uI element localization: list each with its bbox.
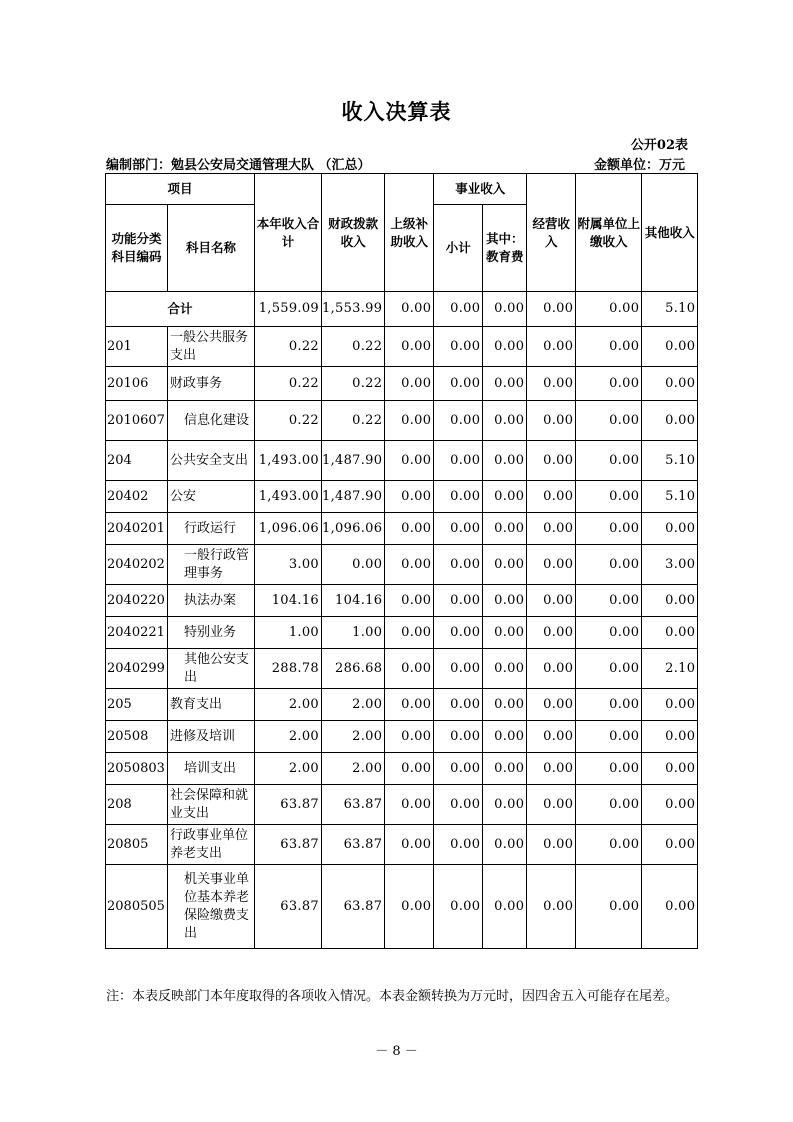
- table-row: [106, 721, 698, 753]
- row-code: 2040221: [106, 617, 168, 649]
- total-value: 0.00: [434, 292, 483, 327]
- row-value: 0.00: [483, 585, 527, 617]
- row-value: 0.00: [434, 545, 483, 585]
- row-value: 0.22: [322, 401, 385, 441]
- row-value: 0.00: [576, 689, 642, 721]
- row-value: 0.00: [642, 865, 698, 949]
- table-row: [106, 367, 698, 401]
- table-row: [106, 649, 698, 689]
- row-name: 财政事务: [168, 367, 255, 401]
- row-value: 0.00: [483, 753, 527, 785]
- row-value: 0.00: [483, 327, 527, 367]
- table-row: [106, 545, 698, 585]
- row-code: 20402: [106, 481, 168, 513]
- row-code: 2040201: [106, 513, 168, 545]
- row-value: 2.00: [322, 753, 385, 785]
- row-value: 0.00: [527, 513, 576, 545]
- row-value: 0.00: [576, 825, 642, 865]
- row-value: 0.00: [527, 585, 576, 617]
- row-value: 0.00: [483, 865, 527, 949]
- row-value: 0.00: [483, 481, 527, 513]
- row-value: 63.87: [322, 785, 385, 825]
- row-value: 0.00: [642, 585, 698, 617]
- row-value: 1,493.00: [255, 481, 322, 513]
- row-value: 0.00: [434, 785, 483, 825]
- table-row: [106, 481, 698, 513]
- row-value: 0.00: [385, 617, 434, 649]
- table-row: [106, 617, 698, 649]
- row-value: 0.22: [255, 401, 322, 441]
- row-value: 0.00: [576, 481, 642, 513]
- compiling-department: 编制部门：勉县公安局交通管理大队 （汇总）: [106, 158, 371, 173]
- row-value: 0.22: [255, 327, 322, 367]
- row-value: 0.00: [385, 721, 434, 753]
- row-value: 0.00: [385, 825, 434, 865]
- row-value: 0.00: [642, 721, 698, 753]
- total-value: 1,553.99: [322, 292, 385, 327]
- row-value: 0.00: [576, 721, 642, 753]
- row-value: 0.00: [527, 441, 576, 481]
- row-value: 0.00: [527, 649, 576, 689]
- row-value: 0.00: [385, 865, 434, 949]
- row-value: 0.00: [385, 585, 434, 617]
- row-value: 0.00: [434, 401, 483, 441]
- row-value: 0.00: [434, 327, 483, 367]
- table-row: [106, 585, 698, 617]
- row-value: 63.87: [255, 785, 322, 825]
- row-name: 一般行政管理事务: [168, 545, 255, 585]
- row-value: 0.00: [642, 617, 698, 649]
- row-value: 0.00: [527, 825, 576, 865]
- row-value: 1,487.90: [322, 441, 385, 481]
- row-value: 0.00: [434, 649, 483, 689]
- row-code: 20805: [106, 825, 168, 865]
- row-value: 0.00: [385, 689, 434, 721]
- row-value: 0.00: [483, 689, 527, 721]
- row-name: 培训支出: [168, 753, 255, 785]
- row-name: 执法办案: [168, 585, 255, 617]
- row-value: 1,487.90: [322, 481, 385, 513]
- row-code: 2040220: [106, 585, 168, 617]
- row-value: 0.00: [527, 401, 576, 441]
- row-value: 1.00: [255, 617, 322, 649]
- row-value: 0.22: [322, 327, 385, 367]
- table-row: [106, 825, 698, 865]
- form-number: 公开02表: [630, 138, 688, 153]
- row-code: 201: [106, 327, 168, 367]
- row-value: 286.68: [322, 649, 385, 689]
- total-value: 0.00: [527, 292, 576, 327]
- row-value: 0.00: [527, 327, 576, 367]
- row-code: 2040202: [106, 545, 168, 585]
- row-value: 1,096.06: [322, 513, 385, 545]
- row-value: 0.00: [576, 785, 642, 825]
- row-value: 0.00: [385, 649, 434, 689]
- table-row: [106, 513, 698, 545]
- table-row: [106, 401, 698, 441]
- table-header: [106, 174, 698, 292]
- row-value: 0.00: [527, 865, 576, 949]
- row-value: 2.00: [255, 721, 322, 753]
- row-value: 0.00: [642, 753, 698, 785]
- row-code: 2080505: [106, 865, 168, 949]
- row-value: 104.16: [255, 585, 322, 617]
- row-value: 0.00: [483, 513, 527, 545]
- row-value: 0.00: [527, 689, 576, 721]
- row-name: 一般公共服务支出: [168, 327, 255, 367]
- footnote: 注：本表反映部门本年度取得的各项收入情况。本表金额转换为万元时，因四舍五入可能存在尾差。: [106, 989, 679, 1004]
- row-value: 0.00: [642, 785, 698, 825]
- row-name: 教育支出: [168, 689, 255, 721]
- row-name: 特别业务: [168, 617, 255, 649]
- row-name: 行政事业单位养老支出: [168, 825, 255, 865]
- row-value: 0.00: [576, 545, 642, 585]
- row-value: 63.87: [255, 825, 322, 865]
- row-value: 0.00: [642, 327, 698, 367]
- row-value: 0.00: [576, 585, 642, 617]
- row-value: 0.00: [576, 367, 642, 401]
- row-value: 0.00: [385, 545, 434, 585]
- table-body: [106, 292, 698, 949]
- row-name: 其他公安支出: [168, 649, 255, 689]
- row-value: 2.00: [255, 753, 322, 785]
- table-row: [106, 327, 698, 367]
- header-name: 科目名称: [168, 205, 255, 292]
- header-edu: 其中：教育费: [483, 205, 527, 292]
- header-other: 其他收入: [642, 174, 698, 292]
- row-value: 0.00: [527, 721, 576, 753]
- row-value: 0.00: [483, 401, 527, 441]
- row-name: 进修及培训: [168, 721, 255, 753]
- row-value: 0.00: [527, 617, 576, 649]
- header-upper: 上级补助收入: [385, 174, 434, 292]
- row-value: 2.10: [642, 649, 698, 689]
- row-value: 0.00: [385, 401, 434, 441]
- page-title: 收入决算表: [341, 99, 452, 124]
- row-value: 5.10: [642, 441, 698, 481]
- row-name: 社会保障和就业支出: [168, 785, 255, 825]
- row-value: 0.00: [385, 513, 434, 545]
- row-value: 0.00: [434, 617, 483, 649]
- row-value: 0.00: [527, 753, 576, 785]
- row-value: 0.00: [483, 649, 527, 689]
- row-value: 0.00: [642, 367, 698, 401]
- row-value: 0.00: [576, 327, 642, 367]
- row-value: 0.00: [434, 367, 483, 401]
- income-table: [105, 173, 698, 949]
- header-subtotal: 小计: [434, 205, 483, 292]
- row-name: 机关事业单位基本养老保险缴费支出: [168, 865, 255, 949]
- row-code: 208: [106, 785, 168, 825]
- row-value: 63.87: [322, 825, 385, 865]
- row-code: 20106: [106, 367, 168, 401]
- row-value: 0.22: [255, 367, 322, 401]
- amount-unit: 金额单位：万元: [593, 158, 685, 173]
- row-value: 0.00: [483, 367, 527, 401]
- row-value: 0.00: [527, 367, 576, 401]
- row-code: 204: [106, 441, 168, 481]
- row-value: 0.00: [385, 481, 434, 513]
- row-value: 1.00: [322, 617, 385, 649]
- row-value: 0.00: [434, 721, 483, 753]
- row-value: 0.00: [576, 649, 642, 689]
- row-value: 0.00: [385, 441, 434, 481]
- header-total: 本年收入合计: [255, 174, 322, 292]
- row-value: 0.00: [642, 513, 698, 545]
- row-value: 0.00: [642, 689, 698, 721]
- row-value: 63.87: [322, 865, 385, 949]
- total-value: 0.00: [483, 292, 527, 327]
- total-value: 5.10: [642, 292, 698, 327]
- row-value: 0.00: [576, 865, 642, 949]
- header-affiliated: 附属单位上缴收入: [576, 174, 642, 292]
- row-value: 0.00: [434, 481, 483, 513]
- row-value: 0.00: [434, 865, 483, 949]
- row-value: 2.00: [255, 689, 322, 721]
- row-value: 3.00: [642, 545, 698, 585]
- row-value: 288.78: [255, 649, 322, 689]
- row-value: 0.00: [576, 513, 642, 545]
- row-value: 0.00: [385, 785, 434, 825]
- row-value: 3.00: [255, 545, 322, 585]
- total-value: 0.00: [576, 292, 642, 327]
- row-value: 0.00: [483, 545, 527, 585]
- total-value: 0.00: [385, 292, 434, 327]
- row-code: 20508: [106, 721, 168, 753]
- table-row: [106, 865, 698, 949]
- row-name: 公安: [168, 481, 255, 513]
- row-value: 5.10: [642, 481, 698, 513]
- row-value: 104.16: [322, 585, 385, 617]
- row-value: 0.22: [322, 367, 385, 401]
- row-value: 63.87: [255, 865, 322, 949]
- total-value: 1,559.09: [255, 292, 322, 327]
- row-value: 0.00: [576, 401, 642, 441]
- row-value: 0.00: [385, 367, 434, 401]
- total-label: 合计: [106, 292, 255, 327]
- row-value: 0.00: [642, 401, 698, 441]
- row-code: 2010607: [106, 401, 168, 441]
- row-value: 1,493.00: [255, 441, 322, 481]
- row-value: 0.00: [483, 825, 527, 865]
- row-value: 0.00: [527, 785, 576, 825]
- row-code: 205: [106, 689, 168, 721]
- row-value: 0.00: [434, 689, 483, 721]
- row-value: 0.00: [385, 327, 434, 367]
- row-value: 0.00: [434, 585, 483, 617]
- header-code: 功能分类科目编码: [106, 205, 168, 292]
- row-value: 0.00: [527, 481, 576, 513]
- row-value: 0.00: [434, 825, 483, 865]
- row-value: 0.00: [642, 825, 698, 865]
- table-row: [106, 753, 698, 785]
- row-code: 2040299: [106, 649, 168, 689]
- row-value: 0.00: [434, 513, 483, 545]
- row-value: 0.00: [483, 441, 527, 481]
- row-value: 0.00: [527, 545, 576, 585]
- row-value: 0.00: [483, 617, 527, 649]
- table-row: [106, 441, 698, 481]
- row-value: 0.00: [434, 753, 483, 785]
- row-value: 1,096.06: [255, 513, 322, 545]
- header-operating: 经营收入: [527, 174, 576, 292]
- row-value: 0.00: [385, 753, 434, 785]
- row-name: 公共安全支出: [168, 441, 255, 481]
- row-value: 0.00: [322, 545, 385, 585]
- row-value: 0.00: [576, 441, 642, 481]
- table-row-total: [106, 292, 698, 327]
- header-project: 项目: [106, 174, 255, 205]
- row-value: 2.00: [322, 689, 385, 721]
- row-value: 0.00: [483, 721, 527, 753]
- table-row: [106, 689, 698, 721]
- row-code: 2050803: [106, 753, 168, 785]
- table-row: [106, 785, 698, 825]
- header-fiscal: 财政拨款收入: [322, 174, 385, 292]
- row-value: 0.00: [576, 753, 642, 785]
- row-value: 0.00: [576, 617, 642, 649]
- row-name: 信息化建设: [168, 401, 255, 441]
- page-number: － 8 －: [375, 1044, 418, 1059]
- row-value: 0.00: [483, 785, 527, 825]
- header-business: 事业收入: [434, 174, 527, 205]
- row-value: 0.00: [434, 441, 483, 481]
- row-value: 2.00: [322, 721, 385, 753]
- row-name: 行政运行: [168, 513, 255, 545]
